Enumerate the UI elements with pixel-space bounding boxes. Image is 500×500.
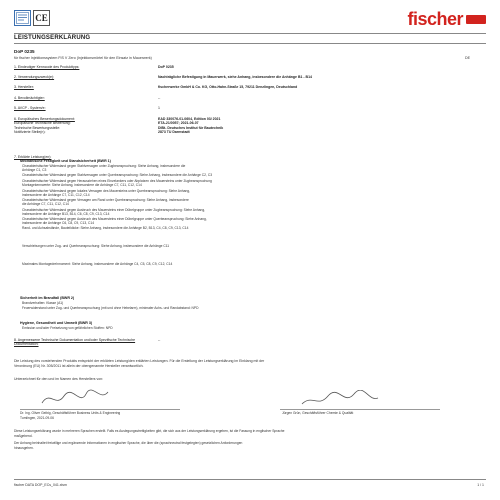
ead-value: EAD 330076-01-0604, Edition 03/ 2021 — [158, 117, 221, 121]
bwr1-line: Charakteristischer Widerstand gegen Stahlversagen unter Querbeanspruchung: Siehe Anhang, insbesondere die Anhänge C2, C3 — [22, 173, 213, 177]
note-line: Diese Leistungserklärung wurde in mehreren Sprachen erstellt. Falls es Auslegungsstreitigkeiten gibt, die sich aus der Leistungserklärung ergeben, ist die Fassung in englischer Sprache — [14, 429, 285, 433]
footer-rule — [14, 479, 486, 480]
certification-badges — [14, 10, 50, 26]
item-8 — [14, 338, 486, 347]
item-2-value: Nachträgliche Befestigung in Mauerwerk, siehe Anhang, insbesondere die Anhänge B1 - B14 — [158, 75, 312, 79]
notified-body-value: 2873 TU Darmstadt — [158, 130, 190, 135]
bwr2-heading: Sicherheit im Brandfall (BWR 2) — [20, 296, 75, 300]
notified-body-label: Notifizierte Stelle(n): — [14, 130, 46, 135]
language-code: DE — [465, 56, 470, 60]
logo-text: fischer — [407, 9, 463, 29]
item-2 — [14, 75, 486, 80]
bwr1-line: Charakteristischer Widerstand gegen Versagen am Rand unter Querbeanspruchung: Siehe Anhang, insbesondere — [22, 198, 189, 202]
page-number: 1 / 1 — [477, 483, 484, 487]
bwr1-line: Anhänge C1, C3 — [22, 168, 47, 172]
bwr1-line: Rand- und Achsabstände, Bauteildicke: Siehe Anhang, insbesondere die Anhänge B2, B13, C4, C8, C9, C13, C14 — [22, 226, 189, 230]
dop-number: DoP 0235 — [14, 49, 35, 54]
item-4-label: 4. Bevollmächtigter: — [14, 96, 45, 100]
signed-for: Unterzeichnet für den und im Namen des Herstellers von: — [14, 377, 104, 381]
item-6-labels — [14, 117, 154, 135]
tab-value: DIBt- Deutsches Institut für Bautechnik — [158, 125, 224, 130]
footer-filename: fischer DATA DOP_ECs_041.xlsm — [14, 483, 67, 487]
item-5 — [14, 106, 486, 111]
item-5-value: 1 — [158, 106, 160, 110]
eta-label: Europäische Technische Bewertung: — [14, 121, 71, 126]
bwr2-line: Brandverhalten: Klasse (A1) — [22, 301, 64, 305]
bwr1-line: Montagekennwerte: Siehe Anhang, insbesondere die Anhänge C7, C11, C12, C14 — [22, 183, 142, 187]
bwr1-line: insbesondere die Anhänge C6, C8, C9, C13, C14 — [22, 221, 95, 225]
ce-mark-icon: CE — [33, 10, 50, 26]
ead-label: 6. Europäisches Bewertungsdokument: — [14, 117, 75, 121]
bwr1-heading: Mechanische Festigkeit und Standsicherheit (BWR 1) — [20, 159, 111, 163]
item-3 — [14, 85, 486, 90]
item-6-values — [158, 117, 458, 135]
bwr1-line: Verschiebungen unter Zug- und Querbeanspruchung: Siehe Anhang, insbesondere die Anhänge C11 — [22, 244, 170, 248]
bwr1-line: die Anhänge C7, C11, C12, C14 — [22, 202, 69, 206]
item-5-label: 5. AVCP - System/e: — [14, 106, 46, 110]
item-7-label: 7. Erklärte Leistung(en): — [14, 155, 52, 159]
signatory-right: Jürgen Grün, Geschäftsführer Chemie & Qualität — [282, 411, 354, 415]
bwr2-line: Feuerwiderstand unter Zug- und Querbeanspruchung (mit und ohne Hebelarm), minimaler Achs- und Randabstand: NPD — [22, 306, 199, 310]
bwr1-line: Maximales Montagedrehmoment: Siehe Anhang, insbesondere die Anhänge C4, C5, C8, C9, C12, C14 — [22, 262, 173, 266]
item-1-value: DoP 0235 — [158, 65, 174, 69]
item-8-label: 8. Angemessene Technische Dokumentation und/oder Spezifische Technische Dokumentation: — [14, 338, 136, 347]
signature-line-right — [280, 409, 440, 410]
item-6 — [14, 117, 486, 137]
bwr1-line: insbesondere die Anhänge C7, C11, C12, C14 — [22, 193, 90, 197]
signature-right-image — [300, 390, 380, 410]
note-line: maßgebend. — [14, 434, 33, 438]
bwr1-line: Charakteristischer Widerstand gegen Stahlversagen unter Zugbeanspruchung: Siehe Anhang, insbesondere die — [22, 164, 186, 168]
bwr3-heading: Hygiene, Gesundheit und Umwelt (BWR 3) — [20, 321, 93, 325]
bwr1-line: Charakteristischer Widerstand gegen Ausbruch des Mauersteins einer Dübelgruppe unter Querbeanspruchung: Siehe Anhang, — [22, 217, 207, 221]
document-title: LEISTUNGSERKLÄRUNG — [14, 35, 91, 41]
place-date: Tumlingen, 2021-09-06 — [20, 416, 54, 420]
bwr3-line: Emission und/oder Freisetzung von gefährlichen Stoffen: NPD — [22, 326, 113, 330]
note-line: Der Anhang beinhaltet freiwillige und ergänzende Informationen in englischer Sprache, die über die (sprachneutral festgelegten) gesetzlichen Anforderungen — [14, 441, 243, 445]
language-icon — [14, 10, 31, 26]
item-2-label: 2. Verwendungszweck(e): — [14, 75, 55, 79]
item-1 — [14, 65, 486, 70]
eta-value: ETA-21/0057; 2021-06-07 — [158, 121, 199, 126]
signature-line-left — [20, 409, 180, 410]
fischer-logo — [407, 9, 486, 30]
signature-left-image — [40, 388, 110, 410]
bwr1-line: Charakteristischer Widerstand gegen Herausziehen eines Einzelankers oder Abplatzen des Mauersteins unter Zugbeanspruchung — [22, 179, 212, 183]
bwr1-line: Charakteristischer Widerstand gegen lokales Versagen des Mauersteins unter Querbeanspruchung: Siehe Anhang, — [22, 189, 191, 193]
item-1-label: 1. Eindeutiger Kenncode des Produkttyps: — [14, 65, 80, 69]
item-4 — [14, 96, 486, 101]
item-8-value: -- — [158, 338, 161, 342]
signatory-left: Dr. Ing. Oliver Geibig, Geschäftsführer Business Units & Engineering — [20, 411, 121, 415]
bwr1-line: Charakteristischer Widerstand gegen Ausbruch des Mauersteins einer Dübelgruppe unter Zugbeanspruchung: Siehe Anhang, — [22, 208, 206, 212]
closing-line: Verordnung (EU) Nr. 305/2011 ist allein der obengenannte Hersteller verantwortlich. — [14, 364, 144, 368]
tab-label: Technische Bewertungsstelle: — [14, 125, 61, 130]
logo-mark-icon — [466, 15, 486, 24]
item-3-label: 3. Hersteller: — [14, 85, 34, 89]
bwr1-line: insbesondere die Anhänge B13, B14, C6, C8, C9, C13, C14 — [22, 212, 110, 216]
closing-line: Die Leistung des vorstehenden Produkts entspricht der erklärten Leistung/den erklärten Leistungen. Für die Erstellung der Leistungserklärung im Einklang mit der — [14, 359, 265, 363]
note-line: hinausgehen. — [14, 446, 34, 450]
item-4-value: -- — [158, 96, 161, 100]
product-intro: für fischer Injektionssystem FIS V Zero (Injektionsmörtel für den Einsatz in Mauerwerk) — [14, 56, 152, 60]
item-3-value: fischerwerke GmbH & Co. KG, Otto-Hahn-Straße 15, 79211 Denzlingen, Deutschland — [158, 85, 298, 89]
